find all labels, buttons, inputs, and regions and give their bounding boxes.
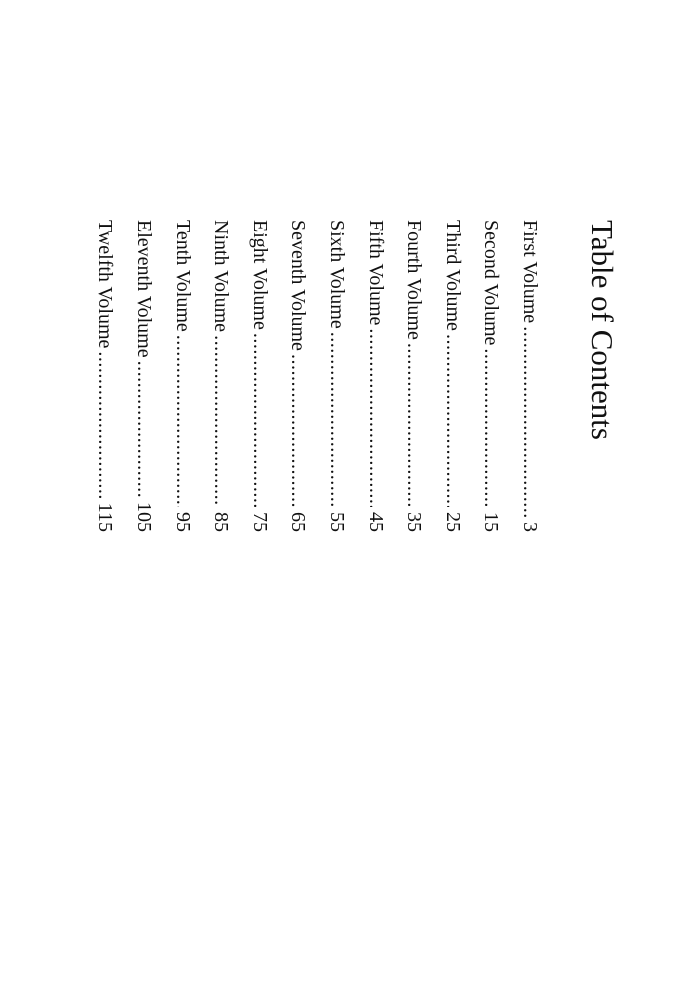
toc-entry-page: 95: [171, 512, 194, 532]
dot-leader: [441, 334, 465, 507]
toc-entry-page: 85: [210, 512, 233, 532]
toc-entry-fourth-volume: [388, 220, 427, 532]
toc-entry-page: 65: [287, 512, 310, 532]
toc-entry-label: Second Volume: [480, 220, 503, 346]
toc-entry-label: Ninth Volume: [210, 220, 233, 333]
toc-entry-page: 45: [364, 512, 387, 532]
toc-entry-eight-volume: [233, 220, 272, 532]
toc-entry-seventh-volume: [272, 220, 311, 532]
toc-entry-fifth-volume: [349, 220, 388, 532]
dot-leader: [171, 335, 195, 507]
dot-leader: [132, 361, 156, 497]
toc-entry-first-volume: [503, 220, 542, 532]
toc-entry-page: 3: [519, 522, 541, 532]
toc-entry-page: 15: [480, 512, 503, 532]
page-title: Table of Contents: [585, 220, 620, 440]
toc-entry-page: 25: [441, 512, 464, 532]
toc-entry-ninth-volume: [195, 220, 234, 532]
toc-entry-page: 105: [133, 502, 156, 532]
toc-entry-page: 75: [248, 512, 271, 532]
dot-leader: [209, 335, 233, 507]
toc-entry-label: Fourth Volume: [403, 220, 426, 340]
dot-leader: [325, 332, 349, 507]
toc-entry-second-volume: [465, 220, 504, 532]
toc-entry-twelfth-volume: [79, 220, 118, 532]
toc-entry-eleventh-volume: [117, 220, 156, 532]
dot-leader: [402, 343, 426, 507]
toc-entry-label: Sixth Volume: [326, 220, 349, 329]
dot-leader: [364, 328, 388, 507]
toc-entry-label: First Volume: [519, 220, 541, 324]
dot-leader: [286, 354, 310, 507]
toc-entry-tenth-volume: [156, 220, 195, 532]
toc-entry-third-volume: [426, 220, 465, 532]
toc-entry-page: 55: [326, 512, 349, 532]
toc-entry-label: Seventh Volume: [287, 220, 310, 351]
toc-entry-sixth-volume: [310, 220, 349, 532]
toc-entry-label: Fifth Volume: [364, 220, 387, 326]
dot-leader: [248, 333, 272, 507]
toc-entry-page: 115: [94, 502, 117, 532]
toc-entry-label: Eleventh Volume: [133, 220, 156, 358]
toc-list: [79, 220, 542, 532]
toc-entry-label: Tenth Volume: [171, 220, 194, 332]
dot-leader: [518, 326, 542, 517]
toc-entry-label: Eight Volume: [248, 220, 271, 330]
dot-leader: [93, 351, 117, 497]
dot-leader: [479, 348, 503, 507]
toc-entry-page: 35: [403, 512, 426, 532]
toc-entry-label: Third Volume: [441, 220, 464, 331]
toc-entry-label: Twelfth Volume: [94, 220, 117, 349]
